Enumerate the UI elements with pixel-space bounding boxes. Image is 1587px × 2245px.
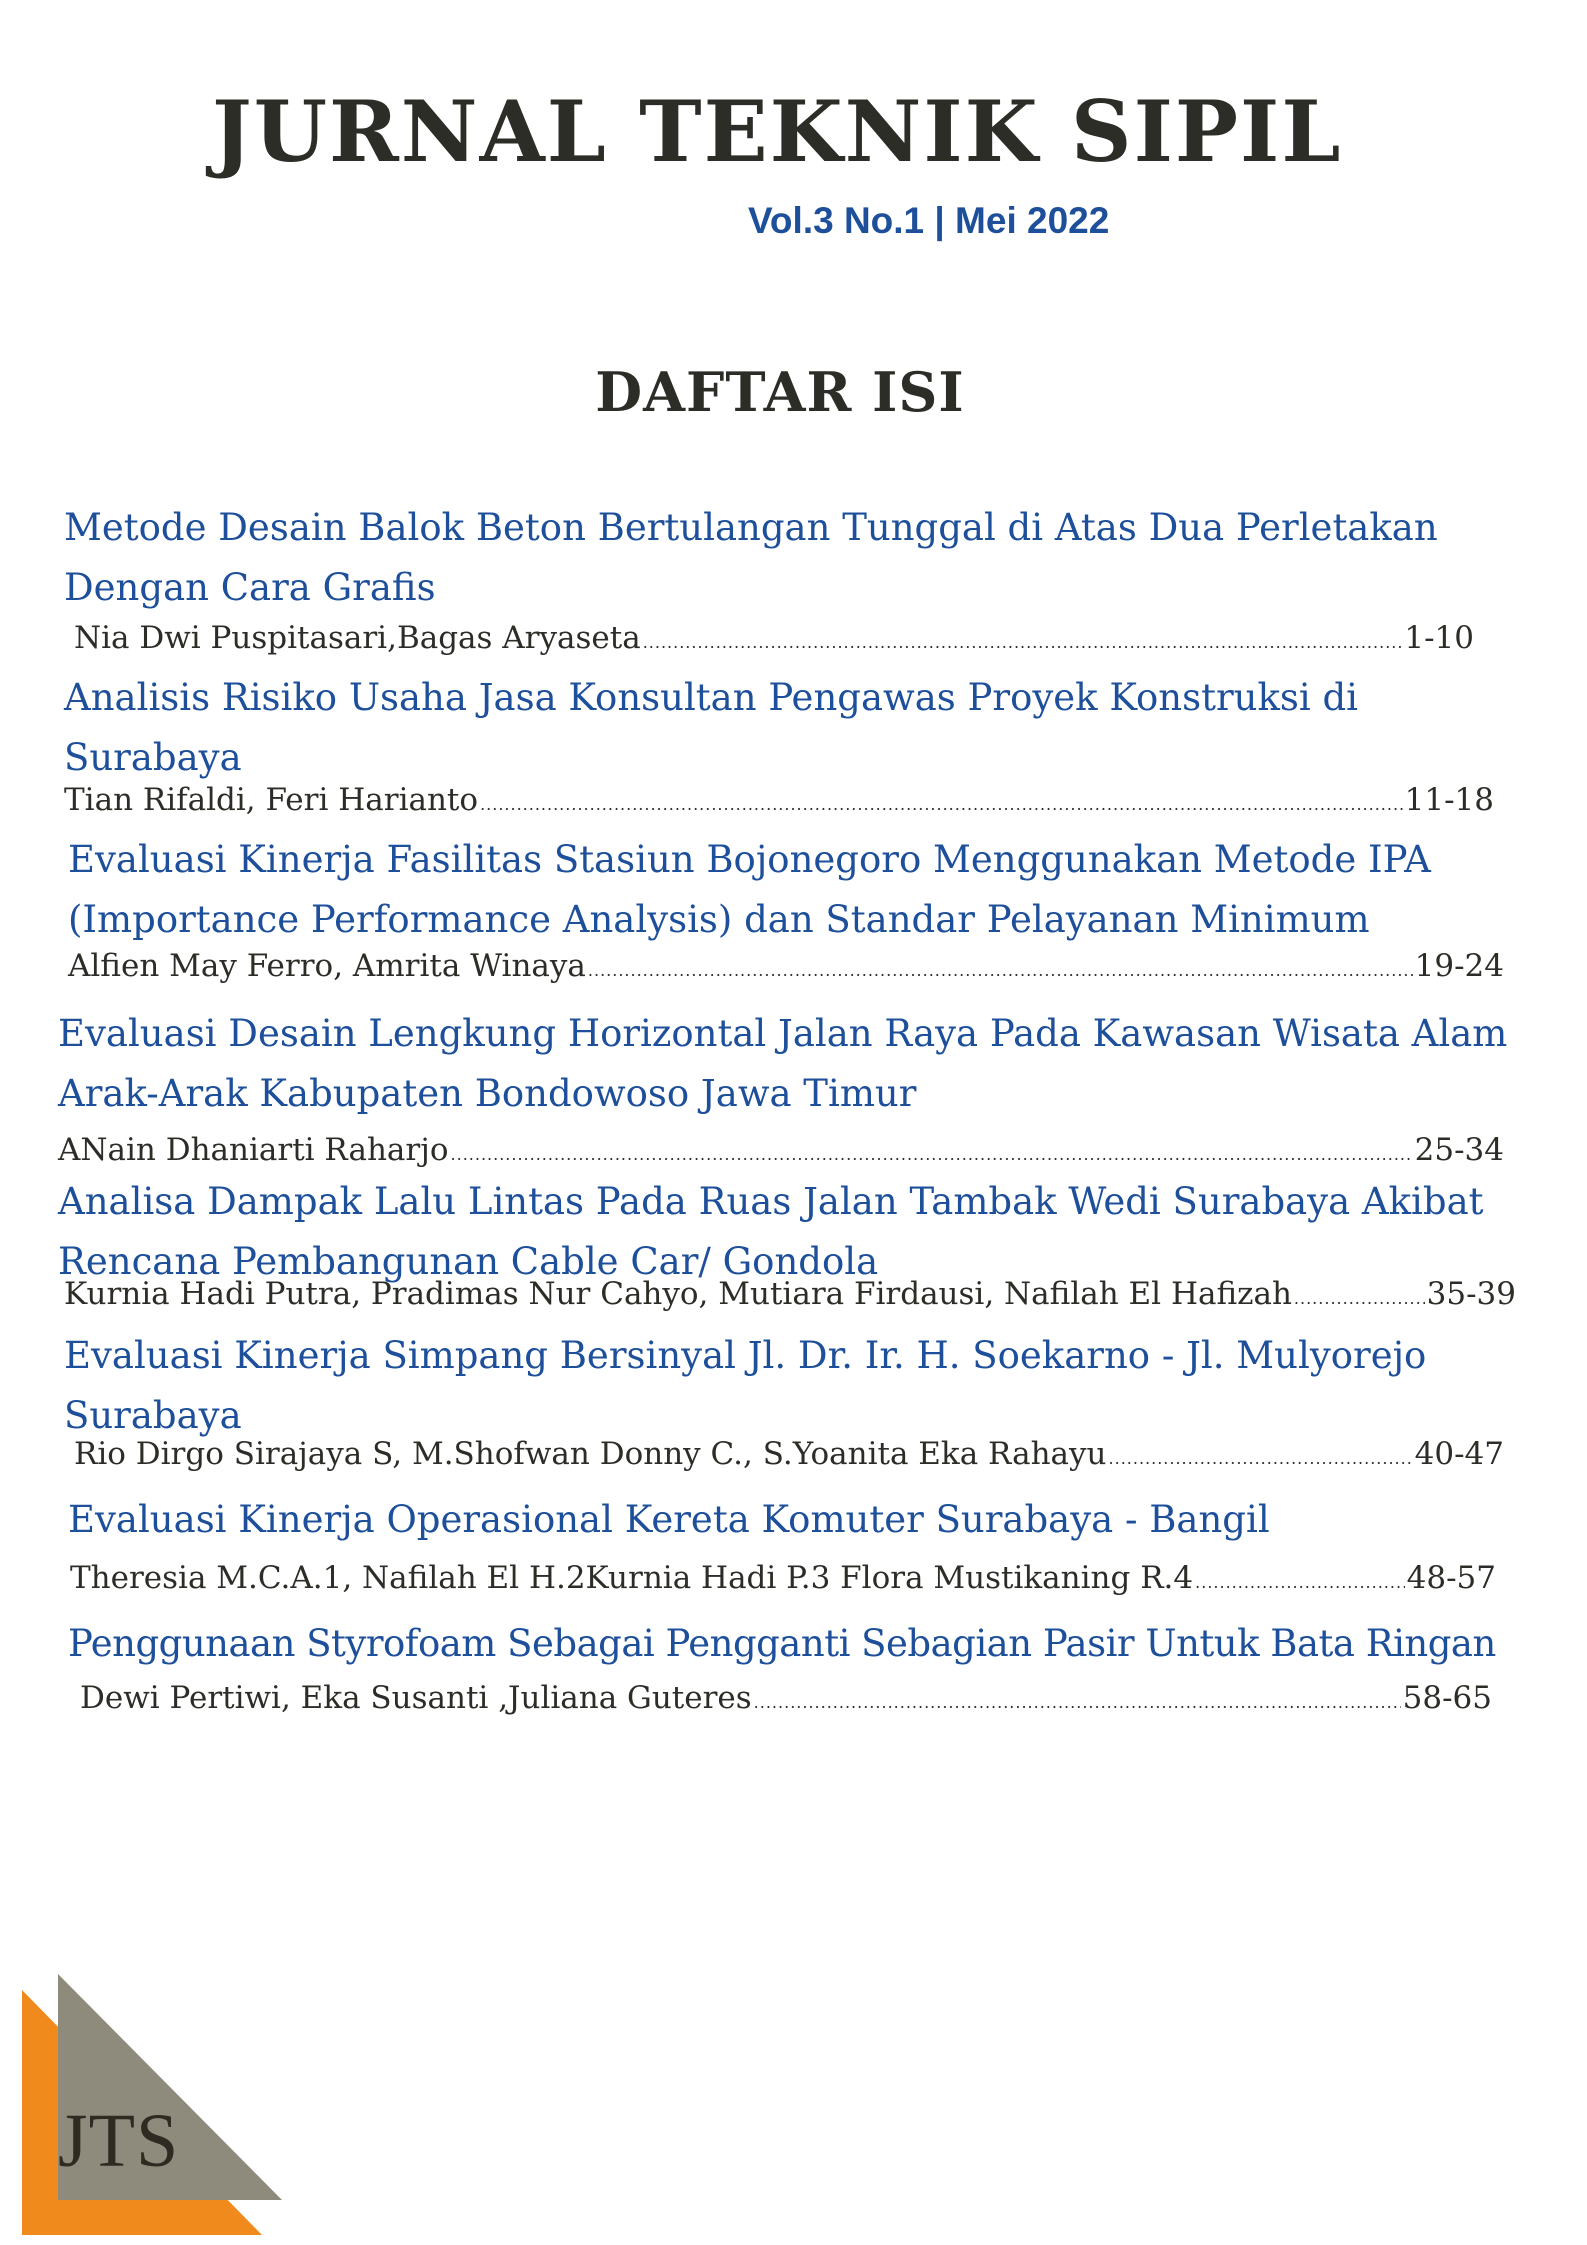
dot-leader bbox=[588, 961, 1413, 980]
article-title[interactable]: Evaluasi Kinerja Operasional Kereta Komuter Surabaya - Bangil bbox=[68, 1498, 1270, 1541]
article-title[interactable]: Evaluasi Kinerja Fasilitas Stasiun Bojonegoro Menggunakan Metode IPA (Importance Performance Analysis) dan Standar Pelayanan Minimum bbox=[68, 838, 1431, 941]
toc-heading: DAFTAR ISI bbox=[595, 360, 965, 424]
article-pages: 58-65 bbox=[1402, 1680, 1492, 1716]
article-authors: Nia Dwi Puspitasari,Bagas Aryaseta bbox=[74, 620, 641, 656]
author-line bbox=[64, 782, 1494, 818]
article-pages: 40-47 bbox=[1414, 1436, 1504, 1472]
dot-leader bbox=[643, 633, 1403, 652]
dot-leader bbox=[1109, 1449, 1413, 1468]
article-pages: 25-34 bbox=[1414, 1132, 1504, 1168]
article-authors: Rio Dirgo Sirajaya S, M.Shofwan Donny C., S.Yoanita Eka Rahayu bbox=[74, 1436, 1107, 1472]
article-authors: Alfien May Ferro, Amrita Winaya bbox=[68, 948, 586, 984]
journal-title: JURNAL TEKNIK SIPIL bbox=[212, 82, 1343, 181]
author-line bbox=[80, 1680, 1492, 1716]
logo-text: JTS bbox=[58, 2099, 180, 2183]
article-title[interactable]: Evaluasi Kinerja Simpang Bersinyal Jl. Dr. Ir. H. Soekarno - Jl. Mulyorejo Surabaya bbox=[64, 1334, 1427, 1437]
dot-leader bbox=[480, 795, 1403, 814]
dot-leader bbox=[754, 1693, 1401, 1712]
article-title[interactable]: Metode Desain Balok Beton Bertulangan Tunggal di Atas Dua Perletakan Dengan Cara Grafis bbox=[64, 506, 1438, 609]
article-authors: Theresia M.C.A.1, Nafilah El H.2Kurnia Hadi P.3 Flora Mustikaning R.4 bbox=[70, 1560, 1194, 1596]
article-authors: Dewi Pertiwi, Eka Susanti ,Juliana Guteres bbox=[80, 1680, 752, 1716]
article-pages: 11-18 bbox=[1404, 782, 1494, 818]
author-line bbox=[68, 948, 1504, 984]
article-authors: Kurnia Hadi Putra, Pradimas Nur Cahyo, Mutiara Firdausi, Nafilah El Hafizah bbox=[64, 1276, 1292, 1312]
article-authors: ANain Dhaniarti Raharjo bbox=[58, 1132, 449, 1168]
author-line bbox=[64, 1276, 1516, 1312]
issue-info: Vol.3 No.1 | Mei 2022 bbox=[748, 200, 1110, 241]
article-pages: 48-57 bbox=[1406, 1560, 1496, 1596]
article-title[interactable]: Analisis Risiko Usaha Jasa Konsultan Pengawas Proyek Konstruksi di Surabaya bbox=[64, 676, 1358, 779]
author-line bbox=[74, 1436, 1504, 1472]
article-authors: Tian Rifaldi, Feri Harianto bbox=[64, 782, 479, 818]
author-line bbox=[58, 1132, 1504, 1168]
article-pages: 1-10 bbox=[1404, 620, 1474, 656]
dot-leader bbox=[1294, 1289, 1425, 1308]
dot-leader bbox=[451, 1145, 1413, 1164]
author-line bbox=[74, 620, 1474, 656]
article-title[interactable]: Analisa Dampak Lalu Lintas Pada Ruas Jalan Tambak Wedi Surabaya Akibat Rencana Pembangunan Cable Car/ Gondola bbox=[58, 1180, 1484, 1283]
article-title[interactable]: Evaluasi Desain Lengkung Horizontal Jalan Raya Pada Kawasan Wisata Alam Arak-Arak Kabupaten Bondowoso Jawa Timur bbox=[58, 1012, 1508, 1115]
article-pages: 19-24 bbox=[1414, 948, 1504, 984]
article-title[interactable]: Penggunaan Styrofoam Sebagai Pengganti Sebagian Pasir Untuk Bata Ringan bbox=[68, 1622, 1496, 1665]
author-line bbox=[70, 1560, 1496, 1596]
article-pages: 35-39 bbox=[1426, 1276, 1516, 1312]
dot-leader bbox=[1195, 1573, 1404, 1592]
